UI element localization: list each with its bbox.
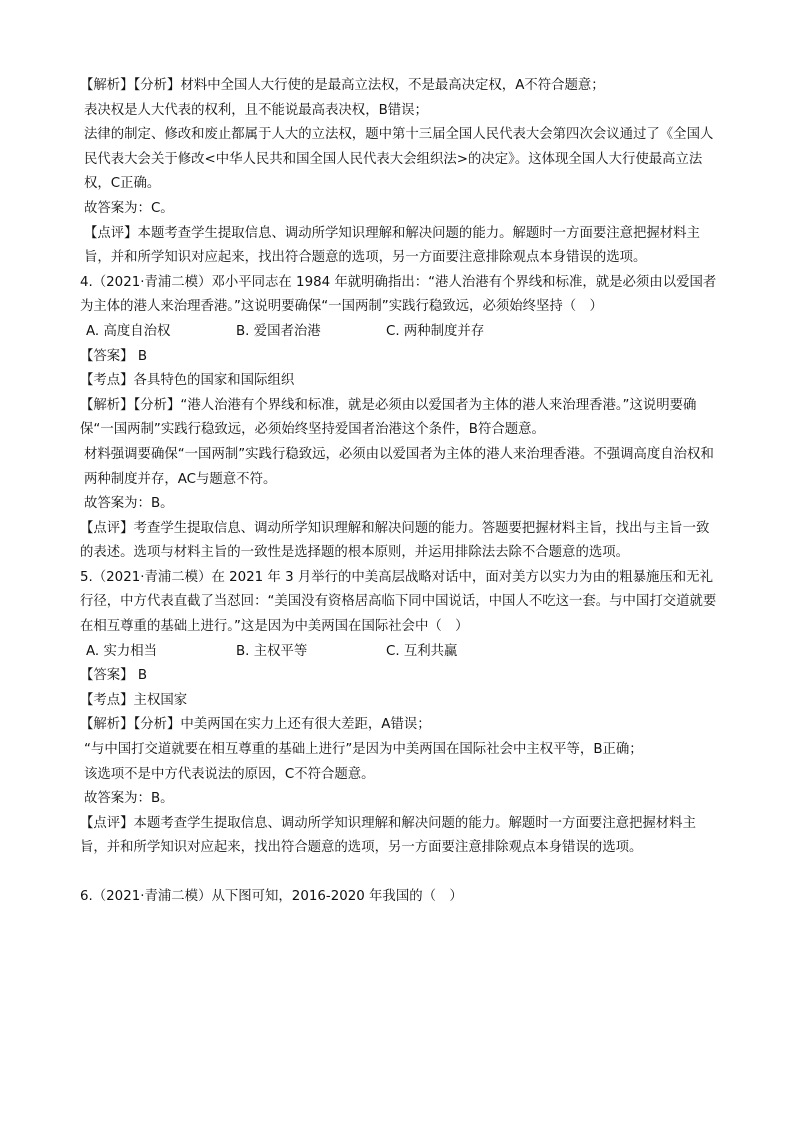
q5-options [80,640,720,665]
q4-answer: 【答案】 B [80,348,148,364]
q3-comment: 【点评】本题考查学生提取信息、调动所学知识理解和解决问题的能力。解题时一方面要注意把握材料主旨，并和所学知识对应起来，找出符合题意的选项，另一方面要注意排除观点本身错误的选项。 [84,225,700,266]
q4-comment: 【点评】考查学生提取信息、调动所学知识理解和解决问题的能力。答题要把握材料主旨，找出与主旨一致的表述。选项与材料主旨的一致性是选择题的根本原则，并运用排除法去除不合题意的选项。 [80,520,710,561]
document-content [80,74,720,910]
q5-exam-point: 【考点】主权国家 [80,692,188,708]
q4-option-c: C. 两种制度并存 [386,323,485,339]
q6-stem: 6.（2021·青浦二模）从下图可知，2016-2020 年我国的（ ） [80,889,463,904]
q5-analysis-line-2: “与中国打交道就要在相互尊重的基础上进行”是因为中美两国在国际社会中主权平等，B正确； [84,742,643,758]
q5-answer-is: 故答案为：B。 [84,791,174,807]
q5-analysis-line-1: 【解析】【分析】中美两国在实力上还有很大差距，A错误； [80,717,431,733]
q5-option-a: A. 实力相当 [86,643,157,659]
q4-options [80,320,720,345]
q5-option-b: B. 主权平等 [236,643,308,659]
q5-answer: 【答案】 B [80,668,148,684]
section-gap [80,861,720,885]
q4-answer-is: 故答案为：B。 [84,496,174,512]
q4-stem: 4.（2021·青浦二模）邓小平同志在 1984 年就明确指出：“港人治港有个界线和标准，就是必须由以爱国者为主体的港人来治理香港。”这说明要确保“一国两制”实践行稳致远，必须始终坚持（ ） [80,274,717,315]
q3-analysis-line-1: 【解析】【分析】材料中全国人大行使的是最高立法权，不是最高决定权，A不符合题意； [80,78,605,93]
q4-exam-point: 【考点】各具特色的国家和国际组织 [80,373,295,389]
q4-option-a: A. 高度自治权 [86,323,171,339]
q5-analysis-line-3: 该选项不是中方代表说法的原因，C不符合题意。 [84,766,375,782]
q5-option-c: C. 互利共赢 [386,643,458,659]
q3-analysis-line-2: 表决权是人大代表的权利，且不能说最高表决权，B错误； [84,102,428,118]
q3-analysis-line-3: 法律的制定、修改和废止都属于人大的立法权，题中第十三届全国人民代表大会第四次会议通过了《全国人民代表大会关于修改<中华人民共和国全国人民代表大会组织法>的决定》。这体现全国人大行使最高立法权，C正确。 [84,127,714,192]
q4-analysis-line-1: 【解析】【分析】“港人治港有个界线和标准，就是必须由以爱国者为主体的港人来治理香港。”这说明要确保“一国两制”实践行稳致远，必须始终坚持爱国者治港这个条件，B符合题意。 [80,397,697,438]
q5-comment: 【点评】本题考查学生提取信息、调动所学知识理解和解决问题的能力。解题时一方面要注意把握材料主旨，并和所学知识对应起来，找出符合题意的选项，另一方面要注意排除观点本身错误的选项。 [80,815,696,856]
q5-stem: 5.（2021·青浦二模）在 2021 年 3 月举行的中美高层战略对话中，面对美方以实力为由的粗暴施压和无礼行径，中方代表直截了当怼回：“美国没有资格居高临下同中国说话，中国人不吃这一套。与中国打交道就要在相互尊重的基础上进行。”这是因为中美两国在国际社会中（ ） [80,569,717,635]
q4-option-b: B. 爱国者治港 [236,323,321,339]
q3-answer-is: 故答案为：C。 [84,200,174,216]
q4-analysis-line-2: 材料强调要确保“一国两制”实践行稳致远，必须由以爱国者为主体的港人来治理香港。不强调高度自治权和两种制度并存，AC与题意不符。 [84,446,714,487]
